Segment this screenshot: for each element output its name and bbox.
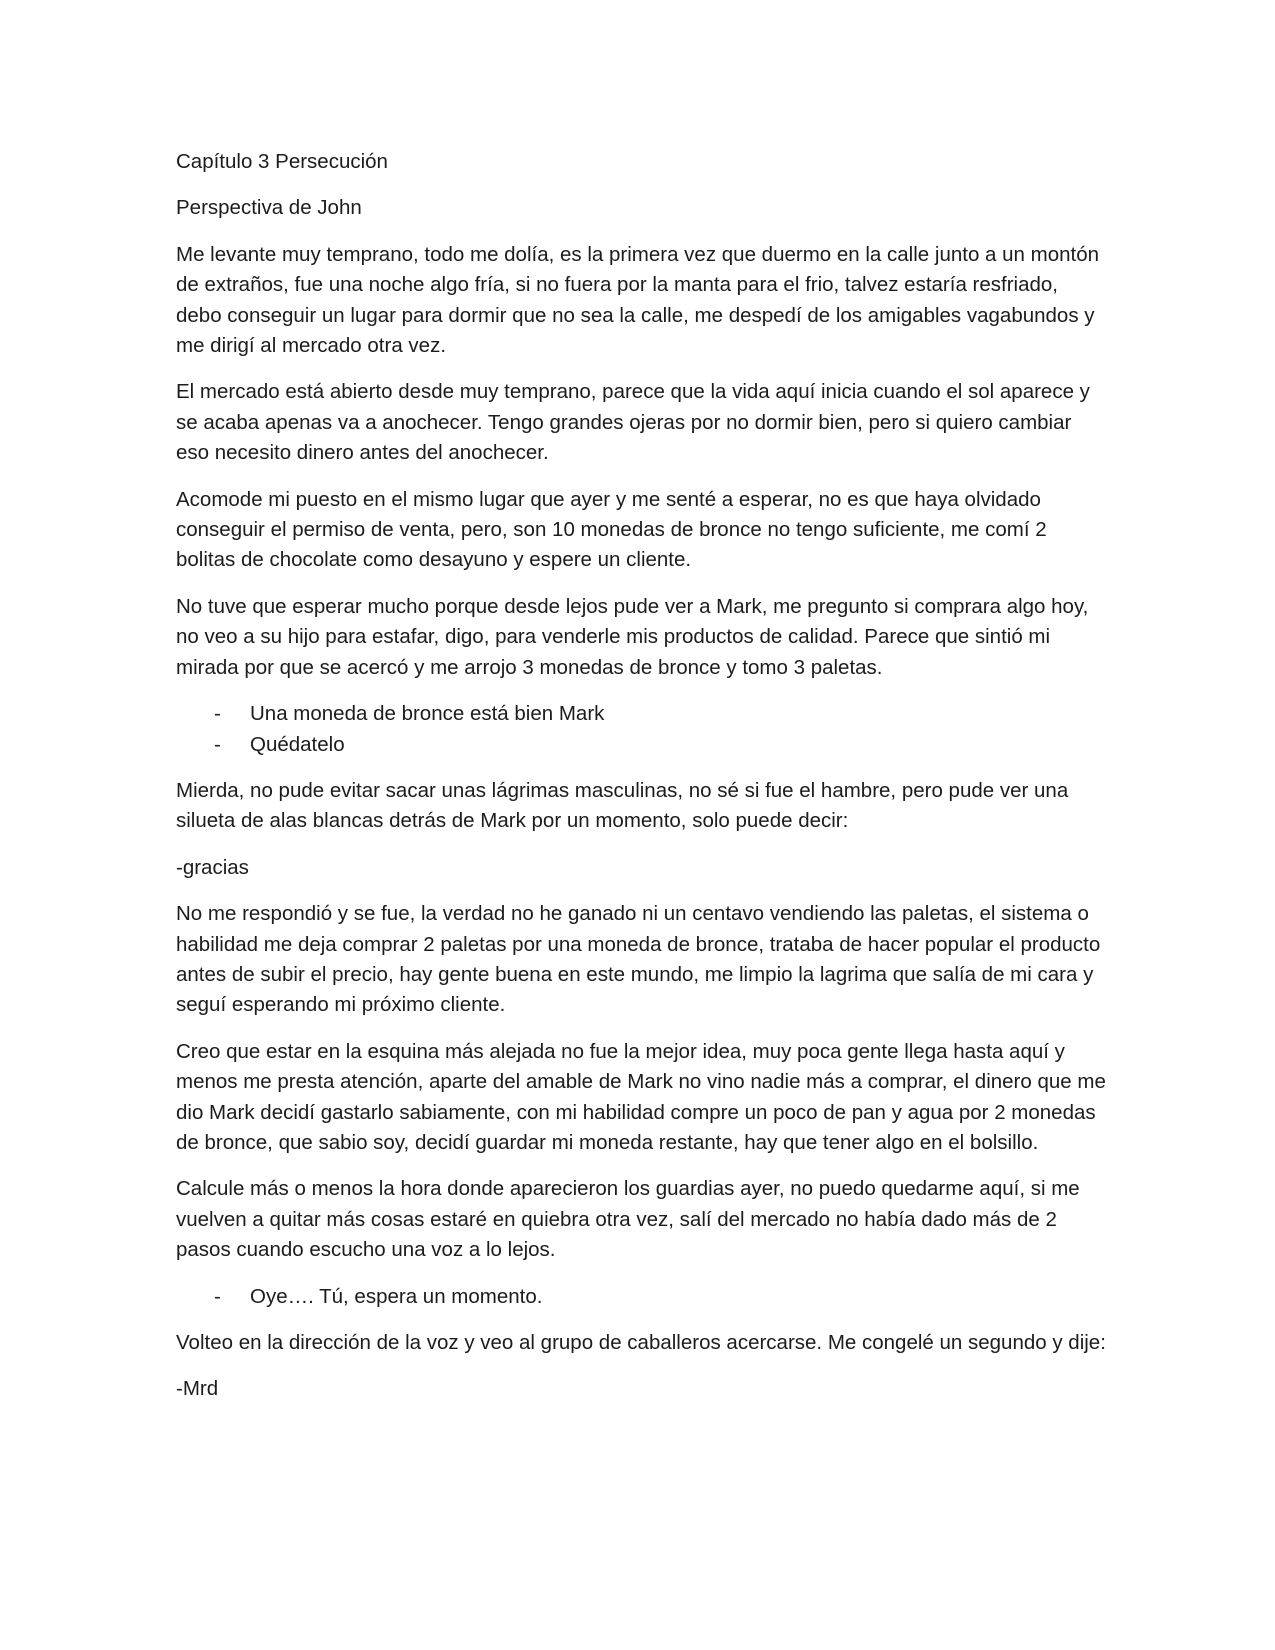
- list-dash: -: [214, 1284, 221, 1308]
- paragraph-8: Calcule más o menos la hora donde aparecieron los guardias ayer, no puedo quedarme aquí, si me vuelven a quitar más cosas estaré en quiebra otra vez, salí del mercado no había dado más de 2 pasos cuando escucho una voz a lo lejos.: [176, 1177, 1080, 1262]
- list-item-text: Oye…. Tú, espera un momento.: [250, 1284, 543, 1308]
- dialogue-gracias: -gracias: [176, 855, 249, 879]
- paragraph-2: El mercado está abierto desde muy temprano, parece que la vida aquí inicia cuando el sol aparece y se acaba apenas va a anochecer. Tengo grandes ojeras por no dormir bien, pero si quiero cambiar eso necesito dinero antes del anochecer.: [176, 380, 1090, 465]
- paragraph-5: Mierda, no pude evitar sacar unas lágrimas masculinas, no sé si fue el hambre, pero pude ver una silueta de alas blancas detrás de Mark por un momento, solo puede decir:: [176, 778, 1069, 833]
- paragraph-6: No me respondió y se fue, la verdad no he ganado ni un centavo vendiendo las paletas, el sistema o habilidad me deja comprar 2 paletas por una moneda de bronce, trataba de hacer popular el producto antes de subir el precio, hay gente buena en este mundo, me limpio la lagrima que salía de mi cara y seguí esperando mi próximo cliente.: [176, 902, 1101, 1017]
- dialogue-list-1: [176, 699, 1106, 760]
- paragraph-7: Creo que estar en la esquina más alejada no fue la mejor idea, muy poca gente llega hasta aquí y menos me presta atención, aparte del amable de Mark no vino nadie más a comprar, el dinero que me dio Mark decidí gastarlo sabiamente, con mi habilidad compre un poco de pan y agua por 2 monedas de bronce, que sabio soy, decidí guardar mi moneda restante, hay que tener algo en el bolsillo.: [176, 1039, 1106, 1154]
- paragraph-3: Acomode mi puesto en el mismo lugar que ayer y me senté a esperar, no es que haya olvidado conseguir el permiso de venta, pero, son 10 monedas de bronce no tengo suficiente, me comí 2 bolitas de chocolate como desayuno y espere un cliente.: [176, 487, 1047, 572]
- paragraph-4: No tuve que esperar mucho porque desde lejos pude ver a Mark, me pregunto si comprara algo hoy, no veo a su hijo para estafar, digo, para venderle mis productos de calidad. Parece que sintió mi mirada por que se acercó y me arrojo 3 monedas de bronce y tomo 3 paletas.: [176, 594, 1089, 679]
- paragraph-9: Volteo en la dirección de la voz y veo al grupo de caballeros acercarse. Me congelé un segundo y dije:: [176, 1331, 1106, 1354]
- list-item-text: Una moneda de bronce está bien Mark: [250, 702, 605, 726]
- dialogue-list-2: [176, 1282, 1106, 1312]
- chapter-title: Capítulo 3 Persecución: [176, 150, 388, 173]
- list-item: [176, 730, 1106, 760]
- list-dash: -: [214, 732, 221, 756]
- list-dash: -: [214, 702, 221, 726]
- dialogue-mrd: -Mrd: [176, 1377, 219, 1401]
- document-body: [176, 147, 1106, 1421]
- perspective-heading: Perspectiva de John: [176, 196, 362, 220]
- list-item: [176, 699, 1106, 729]
- list-item: [176, 1282, 1106, 1312]
- list-item-text: Quédatelo: [250, 732, 345, 756]
- paragraph-1: Me levante muy temprano, todo me dolía, es la primera vez que duermo en la calle junto a un montón de extraños, fue una noche algo fría, si no fuera por la manta para el frio, talvez estaría resfriado, debo conseguir un lugar para dormir que no sea la calle, me despedí de los amigables vagabundos y me dirigí al mercado otra vez.: [176, 242, 1100, 358]
